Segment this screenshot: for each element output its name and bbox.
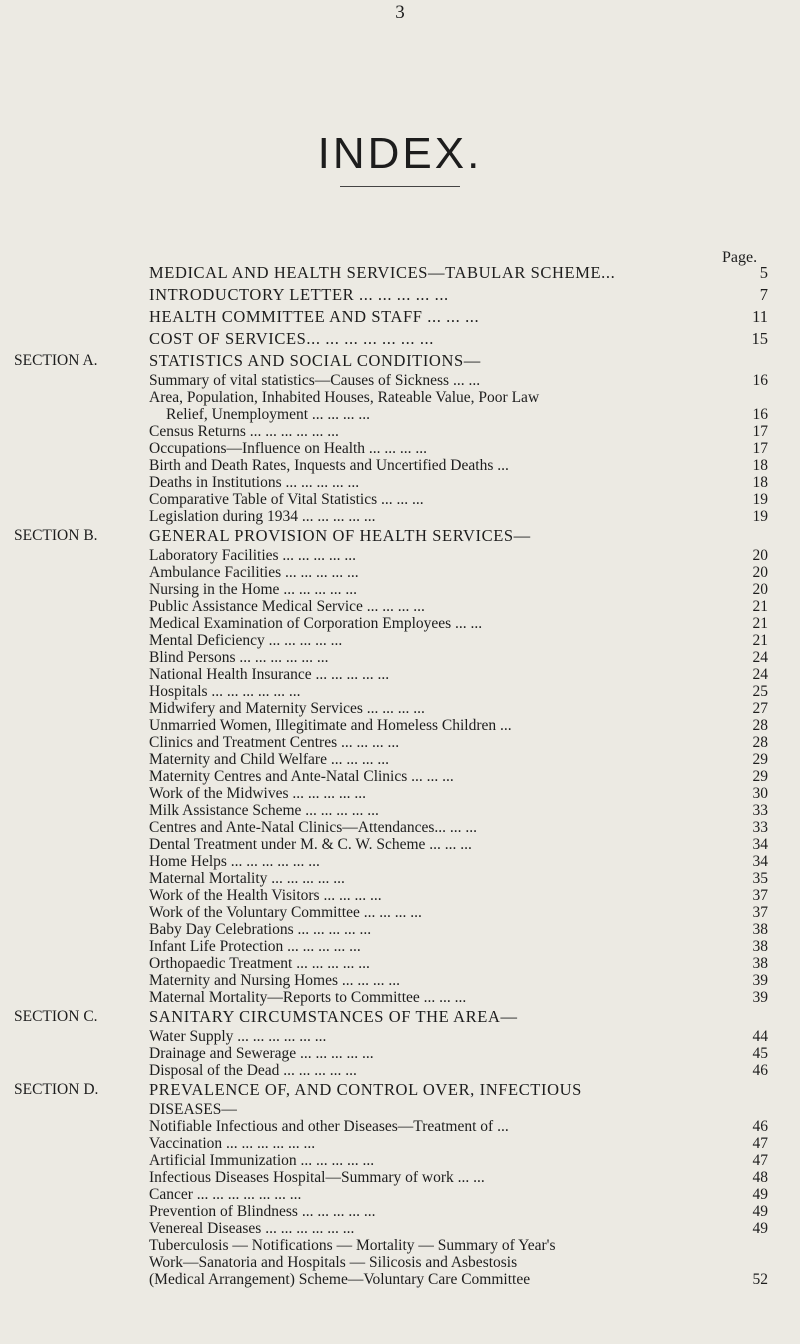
entry-text: Baby Day Celebrations ... ... ... ... ...	[149, 921, 372, 938]
index-entry	[0, 350, 800, 372]
entry-text: Comparative Table of Vital Statistics ... ... ...	[149, 491, 424, 508]
page-ref: 44	[752, 1028, 768, 1045]
entry-text: Census Returns ... ... ... ... ... ...	[149, 423, 339, 440]
index-entries	[0, 262, 800, 1288]
index-entry	[0, 870, 800, 887]
page-ref: 19	[752, 491, 768, 508]
title-underline	[340, 186, 460, 187]
index-entry	[0, 1118, 800, 1135]
page-ref: 5	[759, 263, 768, 282]
page-ref: 16	[752, 406, 768, 423]
entry-text: Work of the Voluntary Committee ... ... ... ...	[149, 904, 422, 921]
page-ref: 49	[752, 1220, 768, 1237]
index-entry	[0, 615, 800, 632]
page-ref: 37	[752, 904, 768, 921]
entry-text: Infant Life Protection ... ... ... ... ...	[149, 938, 361, 955]
index-entry	[0, 1028, 800, 1045]
index-entry	[0, 989, 800, 1006]
section-heading: PREVALENCE OF, AND CONTROL OVER, INFECTIOUS	[149, 1080, 582, 1099]
entry-text: National Health Insurance ... ... ... ... ...	[149, 666, 390, 683]
index-entry	[0, 491, 800, 508]
index-entry	[0, 1220, 800, 1237]
index-entry	[0, 904, 800, 921]
entry-text: Area, Population, Inhabited Houses, Rateable Value, Poor Law	[149, 389, 540, 406]
index-entry	[0, 389, 800, 406]
page-ref: 38	[752, 921, 768, 938]
entry-text: Dental Treatment under M. & C. W. Scheme ... ... ...	[149, 836, 472, 853]
index-entry	[0, 525, 800, 547]
page-number: 3	[395, 2, 405, 23]
entry-text: Relief, Unemployment ... ... ... ...	[166, 406, 371, 423]
page-ref: 48	[752, 1169, 768, 1186]
entry-text: Cancer ... ... ... ... ... ... ...	[149, 1186, 302, 1203]
page-ref: 30	[752, 785, 768, 802]
page-ref: 34	[752, 853, 768, 870]
index-entry	[0, 423, 800, 440]
entry-text: (Medical Arrangement) Scheme—Voluntary Care Committee	[149, 1271, 531, 1288]
entry-text: Centres and Ante-Natal Clinics—Attendances... ... ...	[149, 819, 478, 836]
index-entry	[0, 1062, 800, 1079]
page-ref: 37	[752, 887, 768, 904]
page-ref: 33	[752, 819, 768, 836]
index-entry	[0, 955, 800, 972]
entry-text: Milk Assistance Scheme ... ... ... ... ...	[149, 802, 379, 819]
page-ref: 33	[752, 802, 768, 819]
section-heading: HEALTH COMMITTEE AND STAFF ... ... ...	[149, 307, 480, 326]
entry-text: Unmarried Women, Illegitimate and Homeless Children ...	[149, 717, 512, 734]
index-entry	[0, 372, 800, 389]
entry-text: Orthopaedic Treatment ... ... ... ... ...	[149, 955, 370, 972]
index-entry	[0, 972, 800, 989]
index-entry	[0, 581, 800, 598]
index-entry	[0, 1079, 800, 1101]
entry-text: Legislation during 1934 ... ... ... ... ...	[149, 508, 376, 525]
page-ref: 20	[752, 547, 768, 564]
index-entry	[0, 474, 800, 491]
section-heading: SANITARY CIRCUMSTANCES OF THE AREA—	[149, 1007, 518, 1026]
index-entry	[0, 1152, 800, 1169]
section-label: SECTION A.	[14, 352, 98, 369]
index-entry	[0, 306, 800, 328]
page-ref: 20	[752, 564, 768, 581]
page-ref: 34	[752, 836, 768, 853]
page-ref: 49	[752, 1186, 768, 1203]
entry-text: DISEASES—	[149, 1101, 237, 1118]
page-ref: 21	[752, 598, 768, 615]
entry-text: Ambulance Facilities ... ... ... ... ...	[149, 564, 359, 581]
page-ref: 47	[752, 1135, 768, 1152]
index-entry	[0, 734, 800, 751]
entry-text: Maternity and Nursing Homes ... ... ... ...	[149, 972, 400, 989]
entry-text: Midwifery and Maternity Services ... ... ... ...	[149, 700, 425, 717]
entry-text: Tuberculosis — Notifications — Mortality — Summary of Year's	[149, 1237, 556, 1254]
index-entry	[0, 262, 800, 284]
entry-text: Public Assistance Medical Service ... ... ... ...	[149, 598, 425, 615]
page-title: INDEX.	[317, 129, 483, 178]
page-ref: 20	[752, 581, 768, 598]
index-entry	[0, 666, 800, 683]
index-entry	[0, 547, 800, 564]
page-ref: 18	[752, 457, 768, 474]
entry-text: Mental Deficiency ... ... ... ... ...	[149, 632, 343, 649]
entry-text: Water Supply ... ... ... ... ... ...	[149, 1028, 327, 1045]
entry-text: Home Helps ... ... ... ... ... ...	[149, 853, 320, 870]
section-label: SECTION D.	[14, 1081, 99, 1098]
index-entry	[0, 938, 800, 955]
entry-text: Drainage and Sewerage ... ... ... ... ...	[149, 1045, 374, 1062]
entry-text: Vaccination ... ... ... ... ... ...	[149, 1135, 316, 1152]
entry-text: Birth and Death Rates, Inquests and Uncertified Deaths ...	[149, 457, 509, 474]
page-ref: 39	[752, 972, 768, 989]
entry-text: Medical Examination of Corporation Employees ... ...	[149, 615, 483, 632]
page-ref: 38	[752, 955, 768, 972]
page-ref: 17	[752, 423, 768, 440]
index-entry	[0, 632, 800, 649]
page-ref: 28	[752, 717, 768, 734]
page-ref: 21	[752, 615, 768, 632]
entry-text: Maternal Mortality—Reports to Committee ... ... ...	[149, 989, 467, 1006]
entry-text: Maternity Centres and Ante-Natal Clinics ... ... ...	[149, 768, 454, 785]
entry-text: Artificial Immunization ... ... ... ... ...	[149, 1152, 375, 1169]
page-ref: 52	[752, 1271, 768, 1288]
page-ref: 46	[752, 1062, 768, 1079]
page-ref: 18	[752, 474, 768, 491]
section-heading: GENERAL PROVISION OF HEALTH SERVICES—	[149, 526, 531, 545]
page-ref: 47	[752, 1152, 768, 1169]
page-ref: 49	[752, 1203, 768, 1220]
page-ref: 21	[752, 632, 768, 649]
index-entry	[0, 457, 800, 474]
index-entry	[0, 440, 800, 457]
index-entry	[0, 406, 800, 423]
index-entry	[0, 836, 800, 853]
section-heading: INTRODUCTORY LETTER ... ... ... ... ...	[149, 285, 449, 304]
index-entry	[0, 717, 800, 734]
entry-text: Clinics and Treatment Centres ... ... ... ...	[149, 734, 400, 751]
index-entry	[0, 1186, 800, 1203]
page-ref: 11	[752, 307, 768, 326]
index-entry	[0, 328, 800, 350]
section-heading: STATISTICS AND SOCIAL CONDITIONS—	[149, 351, 481, 370]
entry-text: Work of the Midwives ... ... ... ... ...	[149, 785, 367, 802]
page-ref: 28	[752, 734, 768, 751]
entry-text: Summary of vital statistics—Causes of Sickness ... ...	[149, 372, 481, 389]
index-entry	[0, 785, 800, 802]
entry-text: Prevention of Blindness ... ... ... ... ...	[149, 1203, 376, 1220]
entry-text: Maternal Mortality ... ... ... ... ...	[149, 870, 345, 887]
page-column-header: Page.	[722, 249, 758, 266]
page-ref: 27	[752, 700, 768, 717]
page-ref: 24	[752, 666, 768, 683]
index-entry	[0, 1271, 800, 1288]
index-entry	[0, 508, 800, 525]
page-ref: 45	[752, 1045, 768, 1062]
page-ref: 39	[752, 989, 768, 1006]
index-entry	[0, 768, 800, 785]
index-entry	[0, 598, 800, 615]
index-entry	[0, 564, 800, 581]
section-label: SECTION B.	[14, 527, 98, 544]
entry-text: Nursing in the Home ... ... ... ... ...	[149, 581, 357, 598]
index-entry	[0, 284, 800, 306]
index-entry	[0, 1237, 800, 1254]
index-entry	[0, 1101, 800, 1118]
page-ref: 17	[752, 440, 768, 457]
index-entry	[0, 887, 800, 904]
page-ref: 15	[751, 329, 768, 348]
index-entry	[0, 921, 800, 938]
index-entry	[0, 683, 800, 700]
entry-text: Work of the Health Visitors ... ... ... ...	[149, 887, 382, 904]
entry-text: Infectious Diseases Hospital—Summary of work ... ...	[149, 1169, 485, 1186]
page-ref: 16	[752, 372, 768, 389]
page-ref: 35	[752, 870, 768, 887]
section-heading: MEDICAL AND HEALTH SERVICES—TABULAR SCHEME...	[149, 263, 616, 282]
index-entry	[0, 802, 800, 819]
page-ref: 38	[752, 938, 768, 955]
index-entry	[0, 751, 800, 768]
index-entry	[0, 1254, 800, 1271]
page-ref: 24	[752, 649, 768, 666]
entry-text: Notifiable Infectious and other Diseases—Treatment of ...	[149, 1118, 509, 1135]
page-ref: 7	[759, 285, 768, 304]
entry-text: Deaths in Institutions ... ... ... ... ...	[149, 474, 360, 491]
section-label: SECTION C.	[14, 1008, 98, 1025]
index-entry	[0, 700, 800, 717]
entry-text: Laboratory Facilities ... ... ... ... ...	[149, 547, 357, 564]
index-entry	[0, 819, 800, 836]
entry-text: Maternity and Child Welfare ... ... ... ...	[149, 751, 389, 768]
page-ref: 46	[752, 1118, 768, 1135]
page-ref: 29	[752, 751, 768, 768]
entry-text: Disposal of the Dead ... ... ... ... ...	[149, 1062, 357, 1079]
page-ref: 19	[752, 508, 768, 525]
index-entry	[0, 1006, 800, 1028]
entry-text: Blind Persons ... ... ... ... ... ...	[149, 649, 329, 666]
index-entry	[0, 1169, 800, 1186]
page-ref: 25	[752, 683, 768, 700]
entry-text: Occupations—Influence on Health ... ... ... ...	[149, 440, 428, 457]
section-heading: COST OF SERVICES... ... ... ... ... ... ...	[149, 329, 435, 348]
entry-text: Venereal Diseases ... ... ... ... ... ...	[149, 1220, 355, 1237]
index-entry	[0, 649, 800, 666]
index-entry	[0, 853, 800, 870]
entry-text: Hospitals ... ... ... ... ... ...	[149, 683, 301, 700]
index-entry	[0, 1135, 800, 1152]
page-ref: 29	[752, 768, 768, 785]
index-entry	[0, 1045, 800, 1062]
entry-text: Work—Sanatoria and Hospitals — Silicosis and Asbestosis	[149, 1254, 518, 1271]
index-entry	[0, 1203, 800, 1220]
